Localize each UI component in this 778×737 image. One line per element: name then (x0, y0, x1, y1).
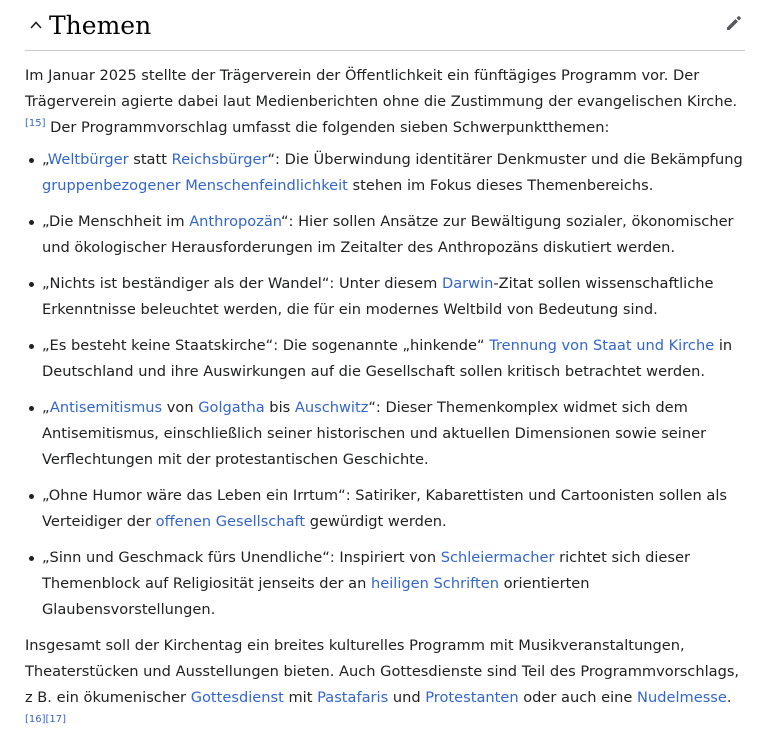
link-anthropozaen[interactable]: Anthropozän (189, 213, 281, 230)
section-heading[interactable] (25, 6, 745, 51)
link-darwin[interactable]: Darwin (441, 275, 494, 292)
list-item: „Ohne Humor wäre das Leben ein Irrtum“: Satiriker, Kabarettisten und Cartoonisten sollen als Verteidiger der offenen Gesellschaft gewürdigt werden. (42, 483, 745, 535)
section-content (25, 63, 745, 737)
link-schleiermacher[interactable]: Schleiermacher (440, 549, 555, 566)
list-item: „Weltbürger statt Reichsbürger“: Die Überwindung identitärer Denkmuster und die Bekämpfung gruppenbezogener Menschenfeindlichkeit stehen im Fokus dieses Themenbereichs. (42, 147, 745, 199)
ref-17-link[interactable]: [17] (45, 714, 67, 726)
link-nudelmesse[interactable]: Nudelmesse (637, 689, 727, 706)
link-auschwitz[interactable]: Auschwitz (294, 399, 369, 416)
link-antisemitismus[interactable]: Antisemitismus (49, 399, 163, 416)
list-item: „Antisemitismus von Golgatha bis Auschwitz“: Dieser Themenkomplex widmet sich dem Antisemitismus, einschließlich seiner historischen und aktuellen Dimensionen sowie seiner Verflechtungen mit der protestantischen Geschichte. (42, 395, 745, 473)
intro-text: Im Januar 2025 stellte der Trägerverein der Öffentlichkeit ein fünftägiges Programm vor. Der Trägerverein agierte dabei laut Medienberichten ohne die Zustimmung der evangelischen Kirche. (25, 67, 738, 110)
pencil-icon[interactable] (723, 12, 745, 34)
link-menschenfeindlichkeit[interactable]: gruppenbezogener Menschenfeindlichkeit (42, 177, 348, 194)
chevron-up-icon[interactable] (25, 14, 47, 36)
link-trennung-staat-kirche[interactable]: Trennung von Staat und Kirche (489, 337, 715, 354)
section-title: Themen (49, 10, 152, 40)
link-weltbuerger[interactable]: Weltbürger (47, 151, 129, 168)
link-pastafaris[interactable]: Pastafaris (317, 689, 389, 706)
link-gottesdienst[interactable]: Gottesdienst (190, 689, 284, 706)
topic-list (25, 147, 745, 623)
link-offene-gesellschaft[interactable]: offenen Gesellschaft (155, 513, 306, 530)
reference (25, 118, 46, 129)
intro-text-2: Der Programmvorschlag umfasst die folgenden sieben Schwerpunktthemen: (45, 119, 610, 136)
list-item: „Die Menschheit im Anthropozän“: Hier sollen Ansätze zur Bewältigung sozialer, ökonomischer und ökologischer Herausforderungen im Zeitalter des Anthropozäns diskutiert werden. (42, 209, 745, 261)
outro-paragraph: Insgesamt soll der Kirchentag ein breites kulturelles Programm mit Musikveranstaltungen, Theaterstücken und Ausstellungen bieten. Auch Gottesdienste sind Teil des Programmvorschlags, z B. ein ökumenischer Gottesdienst mit Pastafaris und Protestanten oder auch eine Nudelmesse.[16][17] (25, 637, 740, 726)
list-item: „Sinn und Geschmack fürs Unendliche“: Inspiriert von Schleiermacher richtet sich dieser Themenblock auf Religiosität jenseits der an heiligen Schriften orientierten Glaubensvorstellungen. (42, 545, 745, 623)
list-item: „Nichts ist beständiger als der Wandel“: Unter diesem Darwin-Zitat sollen wissenschaftliche Erkenntnisse beleuchtet werden, die für ein modernes Weltbild von Bedeutung sind. (42, 271, 745, 323)
ref-16-link[interactable]: [16] (25, 714, 46, 726)
list-item: „Es besteht keine Staatskirche“: Die sogenannte „hinkende“ Trennung von Staat und Kirche in Deutschland und ihre Auswirkungen auf die Gesellschaft sollen kritisch betrachtet werden. (42, 333, 745, 385)
link-protestanten[interactable]: Protestanten (425, 689, 519, 706)
link-golgatha[interactable]: Golgatha (198, 399, 265, 416)
link-reichsbuerger[interactable]: Reichsbürger (171, 151, 268, 168)
ref-15-link[interactable]: [15] (25, 118, 46, 130)
link-heilige-schriften[interactable]: heiligen Schriften (371, 575, 499, 592)
section-themen (25, 0, 745, 737)
intro-paragraph (25, 63, 745, 141)
reference (25, 714, 66, 725)
